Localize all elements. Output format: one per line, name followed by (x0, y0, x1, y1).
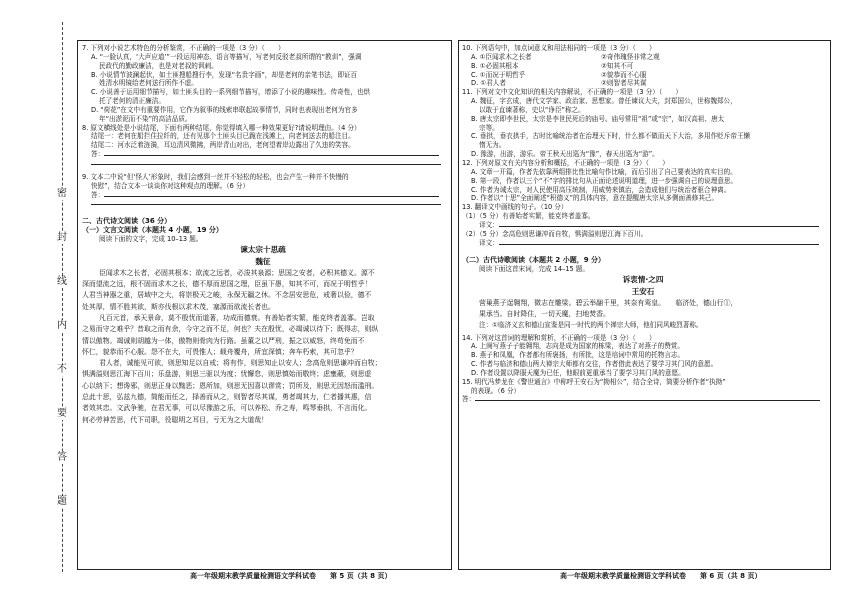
q11-option: 以敢于直谏著称，史以“诤臣”称之。 (479, 105, 585, 114)
answer-label: 答： (91, 150, 105, 159)
q12-option: C. 作者为诫太宗，对人民使用高压统制，用威势来镇治，会造成他们与统治者驱合神离。 (471, 185, 731, 194)
q11-option: B. 唐太宗即李世民，太宗是李世民死后的庙号。庙号常用“祖”或“宗”，如汉高祖、唐太 (471, 114, 725, 123)
q7-stem: 7. 下列对小说艺术特色的分析鉴赏，不正确的一项是（3 分）（ ） (82, 44, 285, 52)
poem-line: 营巢燕子逞翱翔，微志在雕梁。碧云举翮千里，其奈有鸾皇。 临济处，德山行①， (479, 299, 738, 308)
page-5-footer: 高一年级期末教学质量检测语文学科试卷 第 5 页（共 8 页） (190, 572, 392, 580)
seal-line-text (54, 0, 70, 595)
essay-line: 处其厚，情不胜其欲，斯亦伐根以求木茂，塞源而欲流长者也。 (82, 302, 275, 311)
instruction: 阅读下面这首宋词，完成 14–15 题。 (479, 265, 589, 274)
q12-option: D. 作者以“十思”全面阐述“积德义”的具体内容，意在提醒唐太宗从多侧面善修其己。 (471, 194, 719, 203)
binding-margin (0, 0, 62, 595)
essay-line: 总此十思，弘兹九德，简能而任之，择善而从之，则智者尽其谋，勇者竭其力，仁者播其惠，信 (82, 392, 372, 401)
essay-line: 者效其忠。文武争驰，在君无事，可以尽豫游之乐，可以养松、乔之寿，鸣琴垂拱，不言而化。 (82, 404, 372, 413)
q14-option: A. 上阕写燕子子能翱翔，志向是成为国家的栋梁，表达了对燕子的赞赏。 (471, 342, 684, 351)
q10-option-a: A. ①臣闻求木之长者 ②奇伟瑰怪非常之观 (471, 52, 660, 61)
q13-item-1: （1）（5 分）有善始者实繁，能克终者盖寡。 (462, 212, 595, 221)
q7-option-c-cont: 托了老何的清正廉洁。 (99, 97, 165, 106)
seal-char: 封 (54, 232, 70, 244)
q11-option: 惰无为。 (479, 141, 506, 150)
answer-blank[interactable] (104, 196, 439, 197)
essay-line: 惧满溢则思江海下百川；乐盘游，则思三驱以为度；忧懈怠，则思慎始而敬终；虑壅蔽，则思虚 (82, 370, 372, 379)
q10-stem: 10. 下列语句中，加点词意义和用法相同的一项是（3 分）（ ） (462, 44, 656, 52)
page-5-content (82, 44, 444, 426)
q7-option-a: A. “一脸认真，‘大声应道’”一段运用神态、语言等描写，写老何反驳老叔所谓的“教训”，强调 (91, 52, 362, 61)
instruction: 阅读下面的文字，完成 10–13 题。 (99, 234, 203, 243)
essay-line: 人君当神器之重，居域中之大，将崇极天之峻，永保无疆之休。不念居安思危，戒奢以俭，德不 (82, 291, 372, 300)
answer-label: 译文： (479, 238, 499, 247)
q9-stem: 9. 文本二中说“但‘怪人’形象时，我们会感到一丝并不轻松的轻松，也会产生一种并不快慢的 (82, 172, 349, 181)
answer-blank[interactable] (499, 226, 819, 227)
q7-option-d: D. “荷花”在文中有重要作用，它作为叙事的线索串联起故事情节，同时也表现出老何为官多 (91, 105, 358, 114)
seal-char: 题 (54, 496, 70, 508)
subsection-title: （一）文言文阅读（本题共 4 小题，19 分） (82, 226, 223, 235)
essay-line: 之易而守之难乎？昔取之而有余，今守之而不足，何也？夫在殷忧，必竭诚以待下；既得志，则纵 (82, 325, 379, 334)
q10-option-d: D. ①君人者 ②则智者尽其谋 (471, 79, 647, 88)
q14-stem: 14. 下列对这首词的理解和赏析，不正确的一项是（3 分）（ ） (462, 333, 656, 342)
poem-title: 诉衷情·之四 (622, 275, 664, 285)
q11-option: 宗等。 (479, 123, 499, 132)
poem-body (462, 298, 824, 321)
seal-char: 线 (54, 276, 70, 288)
q8-answer-line (82, 150, 444, 159)
section-title: 二、古代诗文阅读（36 分） (82, 217, 172, 226)
q15-answer-line (462, 395, 824, 404)
essay-title: 谏太宗十思疏 (240, 244, 286, 254)
q10-option-c: C. ①而况于明哲乎 ②貌恭而不心服 (471, 70, 647, 79)
subsection-title: （二）古代诗歌阅读（本题共 2 小题，9 分） (462, 256, 606, 265)
answer-blank[interactable] (91, 164, 441, 165)
q7-option-c: C. 小说善于运用细节描写，如土匪头目的一系列细节描写，增添了小说的趣味性、传奇性，也烘 (91, 88, 371, 97)
answer-label: 答： (91, 190, 105, 199)
q14-option: D. 作者设置以降服天魔为已任，他眼前更重承当了要学习其门风的意愿。 (471, 368, 685, 377)
answer-blank-line (82, 199, 444, 208)
poem-author: 王安石 (631, 287, 655, 297)
q13-answer-line (462, 221, 824, 230)
essay-line: 深而望流之远，根不固而求木之长，德不厚而思国之理，臣虽下愚，知其不可，而况于明哲乎！ (82, 280, 372, 289)
page-6-content (462, 44, 824, 404)
seal-char: 要 (54, 408, 70, 420)
q12-option: A. 文章一开篇，作者先依靠两组排比性比喻句作比喻，而后引出了自己要表达的真实目的。 (471, 167, 737, 176)
seal-char: 内 (54, 320, 70, 332)
seal-char: 不 (54, 364, 70, 376)
q13-item-2: （2）（5 分）念高危则思谦冲而自牧，惧满溢则思江海下百川。 (462, 229, 648, 238)
answer-blank[interactable] (475, 400, 820, 401)
essay-line: 君人者，诚能见可欲，则思知足以自戒；将有作，则思知止以安人；念高危则思谦冲而自牧； (99, 359, 382, 368)
seal-char: 密 (54, 188, 70, 200)
essay-author: 魏征 (255, 256, 271, 266)
essay-line: 何必劳神苦思，代下司职，役聪明之耳目，亏无为之大道哉！ (82, 415, 269, 424)
q8-stem: 8. 原文横线处是小说结尾，下面有两种结尾，你觉得填入哪一种效果更好?请说明理由。（4 分） (82, 123, 361, 132)
q10-option-b: B. ①必固其根本 ②知其不可 (471, 61, 634, 70)
essay-body (82, 268, 444, 426)
answer-label: 答： (462, 395, 476, 404)
q9-stem-cont: 快慰”，结合文本一谈谈你对这种观点的理解。（6 分） (91, 181, 250, 190)
q11-option: A. 魏征，字玄成，唐代文学家、政治家、思想家。曾任谏议大夫，封郑国公，世称魏郑公， (471, 97, 737, 106)
essay-line: 情以傲物。竭诚则胡越为一体，傲物则骨肉为行路。虽董之以严刑，振之以威怒，终苟免而不 (82, 336, 365, 345)
poem-note: 注：①临济义玄和德山宣鉴是同一时代的两个禅宗大师，他们同风峻烈著称。 (479, 320, 703, 329)
q11-stem: 11. 下列对文中文化知识的相关内容解说，不正确的一项是（3 分）（ ） (462, 88, 682, 97)
q8-ending-1: 结尾一：老何在船拦住拉纤的，还有见那个土匪头目已跪在浅滩上，向老何送去的船注目。 (91, 132, 355, 141)
q7-option-a-cont: 民政代的勤政廉洁，也是对老叔的讽刺。 (99, 61, 218, 70)
q12-option: B. 第一段，作者以三个“不”字的排比句从正面论述说明道理，进一步强调自己的说理意思。 (471, 176, 738, 185)
essay-line: 臣闻求木之长者，必固其根本；欲流之远者，必浚其泉源；思国之安者，必积其德义。源不 (99, 268, 375, 277)
q7-option-b-cont: 姓清水明镜给老何送行所作不虚。 (99, 79, 198, 88)
q7-option-b: B. 小说情节波澜起伏，如土匪搜船搜行李，发现“名贵字画”，却是老何的亲笔书法，即证百 (91, 70, 358, 79)
q13-answer-line (462, 239, 824, 248)
q7-option-d-cont: 年“出淤泥而不染”的高洁品质。 (99, 114, 192, 123)
page-6-footer: 高一年级期末教学质量检测语文学科试卷 第 6 页（共 8 页） (560, 572, 762, 580)
answer-blank-line (82, 159, 444, 168)
q11-option: D. 豫游，出游，游乐。帝王秋天出巡为“豫”，春天出巡为“游”。 (471, 150, 659, 159)
essay-line: 心以纳下；想谗邪，则思正身以黜恶；恩所加，则思无因喜以谬赏；罚所及，则思无因怒而滥刑。 (82, 381, 379, 390)
seal-char: 答 (54, 452, 70, 464)
q11-option: C. 垂拱，垂衣拱手，古时比喻统治者在治理天下时，什么都不做而天下大治，多用作贬斥帝王懒 (471, 132, 751, 141)
q14-option: C. 作者与临济和德山两大禅宗大师都有交往，作者借此表达了要学习其门风的意愿。 (471, 360, 718, 369)
q12-stem: 12. 下列对原文有关内容分析和概括，不正确的一项是（3 分）（ ） (462, 158, 669, 167)
q15-stem: 15. 明代冯梦龙在《警世通言》中称呼王安石为“拗相公”，结合全诗，简要分析作者“执拗” (462, 377, 726, 386)
q14-option: B. 燕子和凤凰，作者都有所褒扬，有所批，这是培词中常用的托物言志。 (471, 351, 685, 360)
essay-line: 凡百元首，承天景命，莫不殷忧而道著，功成而德衰。有善始者实繁，能克终者盖寡。岂取 (99, 313, 375, 322)
q9-answer-line (82, 191, 444, 200)
q15-stem-cont: 的表现。（6 分） (471, 386, 521, 395)
q13-stem: 13. 翻译文中画线的句子。（10 分） (462, 203, 568, 212)
answer-blank[interactable] (104, 155, 439, 156)
q8-ending-2: 结尾二：河水泛着涟漪，耳边清风微拂，两岸青山对出，老何望着岸边露出了久违的笑容。 (91, 141, 355, 150)
answer-blank[interactable] (91, 204, 441, 205)
answer-blank[interactable] (499, 244, 819, 245)
poem-line: 果承当。自时降住，一切天魔，扫地焚香。 (479, 310, 610, 319)
essay-line: 怀仁，貌恭而不心服。怨不在大，可畏惟人；载舟覆舟，所宜深慎；奔车朽索，其可忽乎？ (82, 347, 358, 356)
answer-label: 译文： (479, 220, 499, 229)
